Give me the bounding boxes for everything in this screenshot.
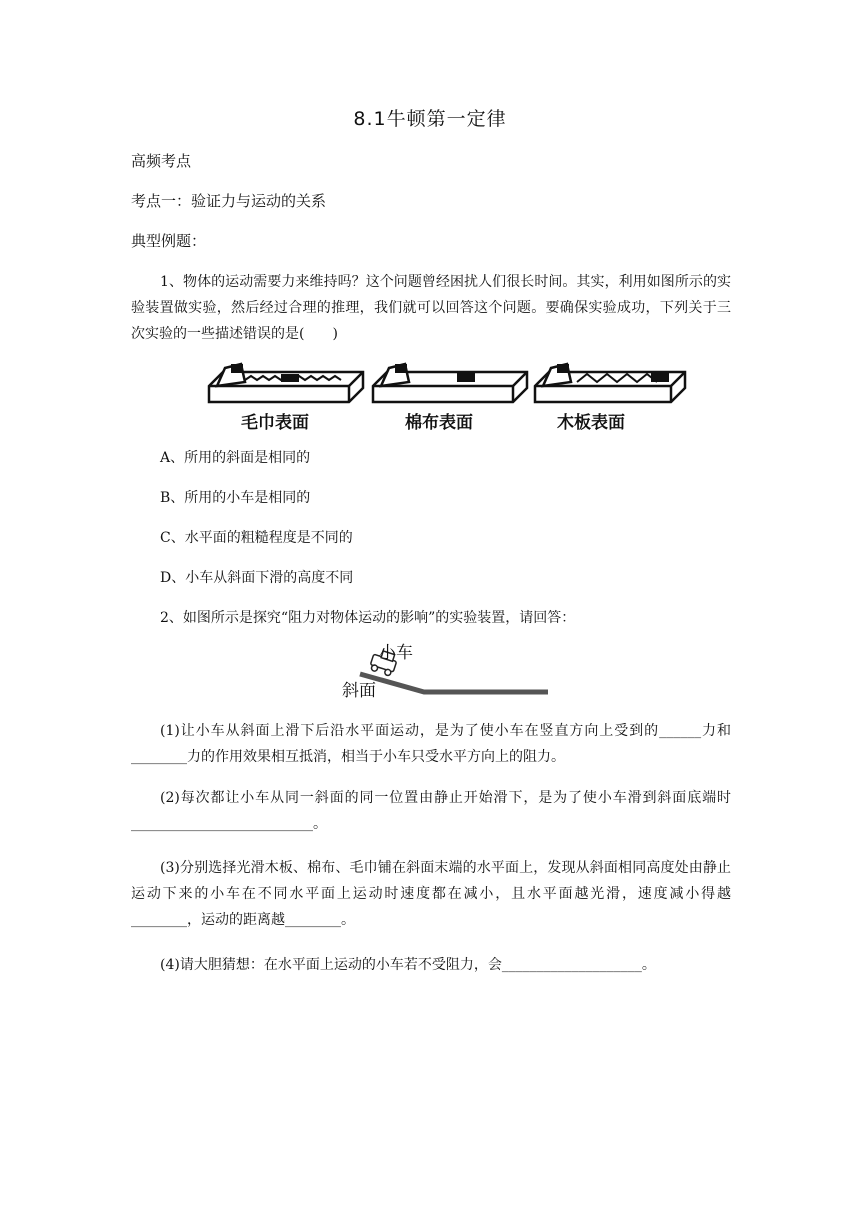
option-c: C、水平面的粗糙程度是不同的: [160, 530, 353, 546]
option-b: B、所用的小车是相同的: [160, 490, 311, 506]
option-d: D、小车从斜面下滑的高度不同: [160, 570, 354, 586]
towel-ramp: [209, 364, 363, 402]
fig1-label-towel: 毛巾表面: [241, 413, 309, 433]
question-2-part-2: (2)每次都让小车从同一斜面的同一位置由静止开始滑下，是为了使小车滑到斜面底端时__________________________。: [131, 790, 731, 832]
fig2-label-slope: 斜面: [342, 681, 376, 701]
question-2-stem: 2、如图所示是探究“阻力对物体运动的影响”的实验装置，请回答：: [160, 610, 576, 626]
topic-heading: 考点一：验证力与运动的关系: [131, 192, 327, 210]
fig1-label-cotton: 棉布表面: [405, 413, 473, 433]
fig2-label-car: 小车: [379, 643, 413, 663]
examples-heading: 典型例题：: [131, 232, 207, 250]
option-a: A、所用的斜面是相同的: [160, 450, 311, 466]
question-2-figure: [338, 638, 553, 704]
question-1-stem: 1、物体的运动需要力来维持吗？这个问题曾经困扰人们很长时间。其实，利用如图所示的实验装置做实验，然后经过合理的推理，我们就可以回答这个问题。要确保实验成功，下列关于三次实验的一些描述错误的是( ): [131, 274, 731, 342]
fig1-label-wood: 木板表面: [557, 413, 625, 433]
question-2-part-4: (4)请大胆猜想：在水平面上运动的小车若不受阻力，会____________________。: [160, 957, 656, 973]
wood-ramp: [535, 364, 685, 402]
cotton-ramp: [373, 364, 527, 402]
section-heading: 高频考点: [131, 152, 192, 170]
page-title: 8.1牛顿第一定律: [353, 108, 507, 130]
question-2-part-1: (1)让小车从斜面上滑下后沿水平面运动，是为了使小车在竖直方向上受到的______力和________力的作用效果相互抵消，相当于小车只受水平方向上的阻力。: [131, 723, 731, 765]
question-2-part-3: (3)分别选择光滑木板、棉布、毛巾铺在斜面末端的水平面上，发现从斜面相同高度处由静止运动下来的小车在不同水平面上运动时速度都在减小，且水平面越光滑，速度减小得越________，运动的距离越________。: [131, 860, 731, 928]
question-1-figure: [205, 360, 690, 435]
slope-track: [360, 674, 548, 692]
